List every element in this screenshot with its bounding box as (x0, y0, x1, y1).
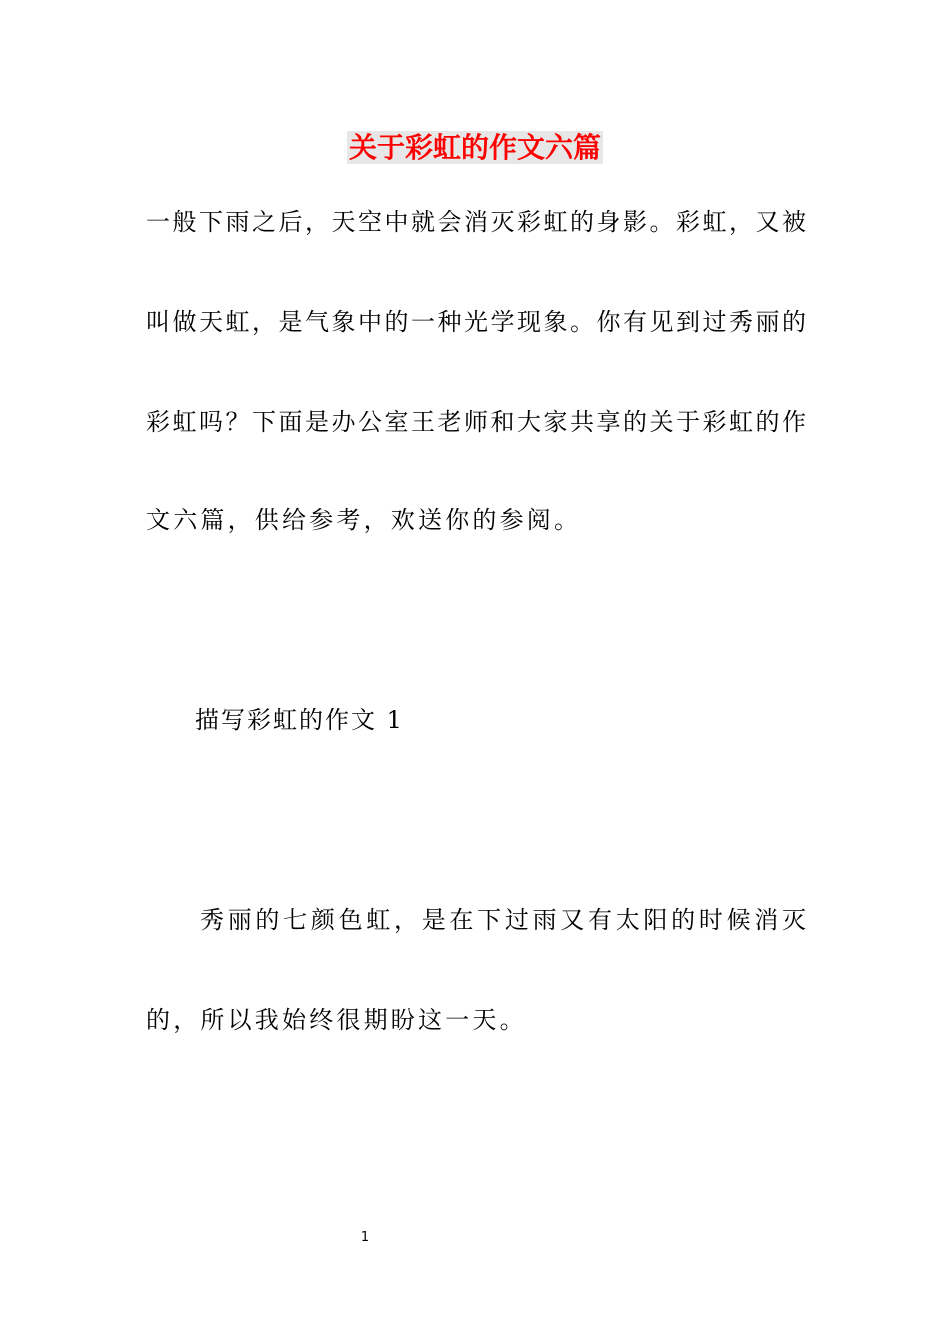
intro-line-3: 彩虹吗？下面是办公室王老师和大家共享的关于彩虹的作 (146, 408, 806, 436)
page-number: 1 (360, 1230, 370, 1245)
document-title-text: 关于彩虹的作文六篇 (348, 131, 601, 164)
intro-line-4: 文六篇，供给参考，欢送你的参阅。 (146, 506, 582, 534)
intro-line-2: 叫做天虹，是气象中的一种光学现象。你有见到过秀丽的 (146, 308, 806, 336)
section-heading: 描写彩虹的作文 1 (195, 706, 404, 734)
intro-line-1: 一般下雨之后，天空中就会消灭彩虹的身影。彩虹，又被 (146, 208, 806, 236)
paragraph-line-2: 的，所以我始终很期盼这一天。 (146, 1006, 527, 1034)
paragraph-line-1: 秀丽的七颜色虹，是在下过雨又有太阳的时候消灭 (200, 906, 806, 934)
document-title (0, 128, 950, 168)
